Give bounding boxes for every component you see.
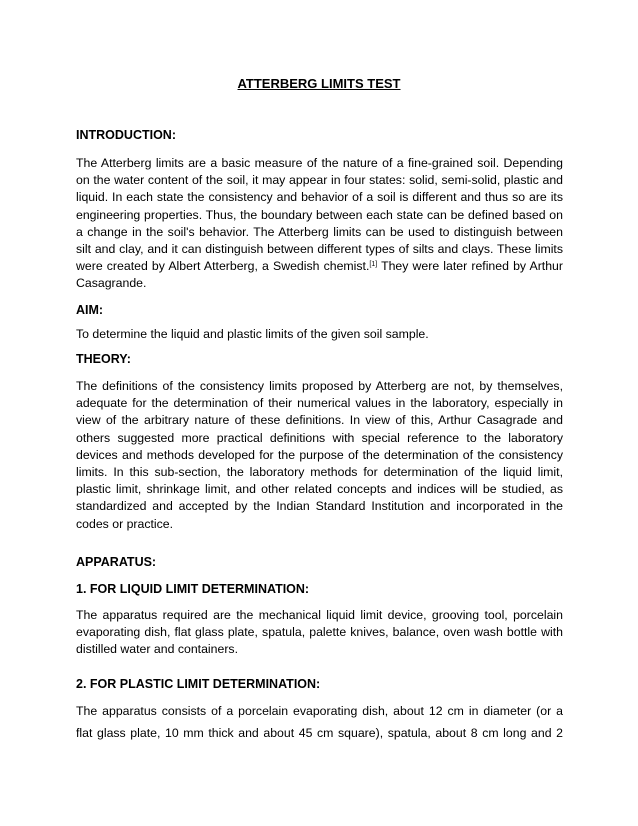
citation-marker: [1] bbox=[369, 261, 378, 269]
theory-paragraph: The definitions of the consistency limits proposed by Atterberg are not, by themselves, adequate for the determination of their numerical values in the laboratory, especially in view of the arbitrary nature of these definitions. In view of this, Arthur Casagrade and others suggested more practical definitions with special reference to the laboratory devices and methods developed for the purpose of the determination of the consistency limits. In this sub-section, the laboratory methods for determination of the liquid limit, plastic limit, shrinkage limit, and other related concepts and indices will be studied, as standardized and accepted by the Indian Standard Institution and incorporated in the codes or practice. bbox=[76, 379, 563, 531]
plastic-limit-line-2: flat glass plate, 10 mm thick and about 45 cm square), spatula, about 8 cm long and 2 bbox=[76, 726, 563, 740]
introduction-heading: INTRODUCTION: bbox=[76, 128, 176, 142]
introduction-text-continued: They were later refined by Arthur Casagrande. bbox=[76, 259, 563, 291]
document-title: ATTERBERG LIMITS TEST bbox=[237, 76, 401, 91]
introduction-paragraph bbox=[76, 155, 563, 293]
introduction-text: The Atterberg limits are a basic measure of the nature of a fine-grained soil. Depending on the water content of the soil, it may appear in four states: solid, semi-solid, plastic and liquid. In each state the consistency and behavior of a soil is different and thus so are its engineering properties. Thus, the boundary between each state can be defined based on a change in the soil's behavior. The Atterberg limits can be used to distinguish between silt and clay, and it can distinguish between different types of silts and clays. These limits were created by Albert Atterberg, a Swedish chemist. bbox=[76, 156, 563, 274]
apparatus-heading: APPARATUS: bbox=[76, 555, 157, 569]
aim-paragraph: To determine the liquid and plastic limits of the given soil sample. bbox=[76, 327, 429, 341]
plastic-limit-line-1: The apparatus consists of a porcelain evaporating dish, about 12 cm in diameter (or a bbox=[76, 704, 563, 718]
theory-heading: THEORY: bbox=[76, 352, 131, 366]
plastic-limit-heading: 2. FOR PLASTIC LIMIT DETERMINATION: bbox=[76, 677, 321, 691]
liquid-limit-paragraph: The apparatus required are the mechanical liquid limit device, grooving tool, porcelain evaporating dish, flat glass plate, spatula, palette knives, balance, oven wash bottle with distilled water and containers. bbox=[76, 608, 563, 657]
aim-heading: AIM: bbox=[76, 303, 104, 317]
liquid-limit-heading: 1. FOR LIQUID LIMIT DETERMINATION: bbox=[76, 582, 310, 596]
